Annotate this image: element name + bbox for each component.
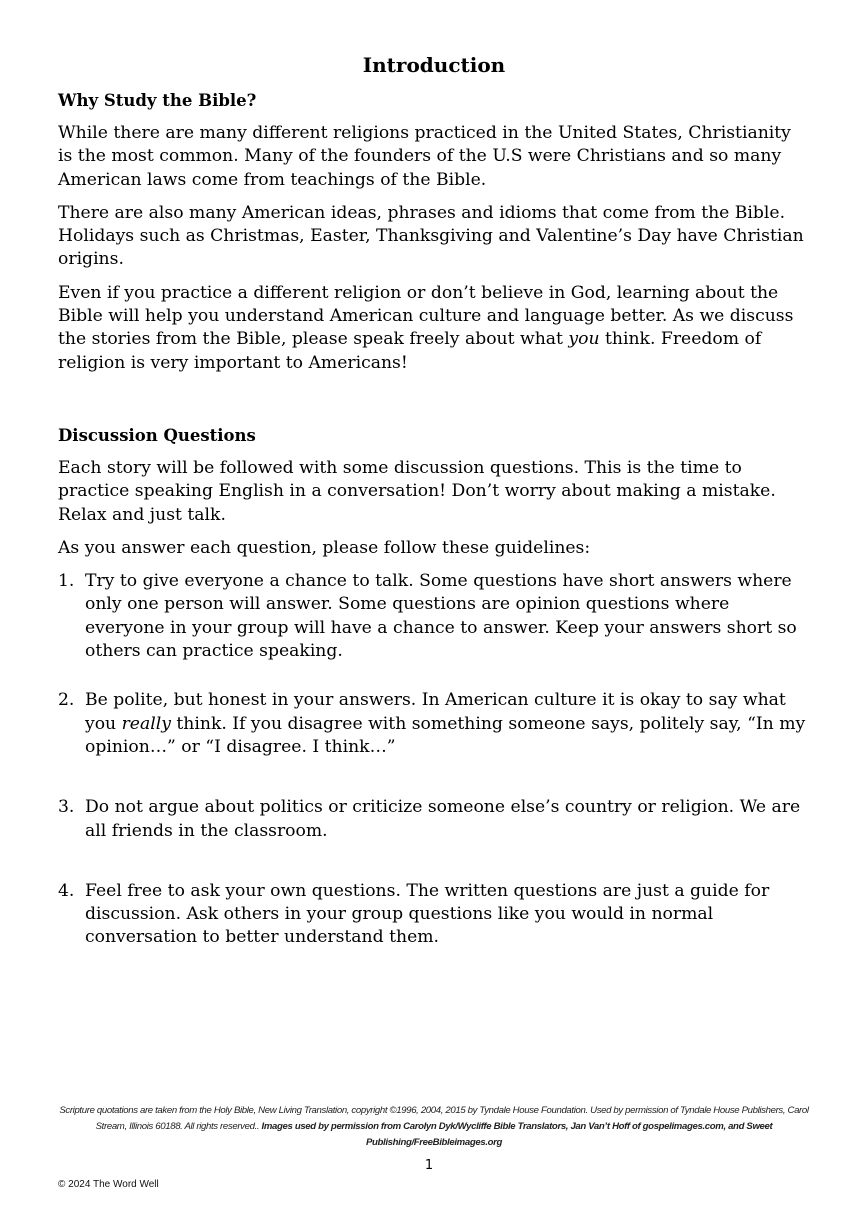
paragraph-religions: While there are many different religions practiced in the United States, Christianity is the most common. Many of the founders of the U.S were Christians and so many American laws come from teachings of the Bible. bbox=[58, 123, 791, 190]
section-heading-discussion: Discussion Questions bbox=[58, 425, 256, 445]
emphasis-really: really bbox=[121, 713, 171, 734]
section-discussion bbox=[58, 425, 810, 950]
guideline-number: 4. bbox=[58, 880, 75, 901]
guideline-item bbox=[58, 570, 810, 663]
section-spacer bbox=[58, 385, 810, 425]
paragraph-guidelines-intro: As you answer each question, please follow these guidelines: bbox=[58, 537, 591, 558]
paragraph-ideas-holidays: There are also many American ideas, phrases and idioms that come from the Bible. Holidays such as Christmas, Easter, Thanksgiving and Valentine’s Day have Christian origins. bbox=[58, 202, 804, 270]
guideline-number: 2. bbox=[58, 690, 75, 711]
section-why-study bbox=[58, 90, 810, 375]
guideline-number: 1. bbox=[58, 571, 75, 592]
footer-attribution bbox=[56, 1103, 812, 1151]
guideline-text: Do not argue about politics or criticize someone else’s country or religion. We are all friends in the classroom. bbox=[85, 797, 801, 841]
paragraph-freedom-part1: Even if you practice a different religion or don’t believe in God, learning about the Bible will help you understand American culture and language better. As we discuss the stories from the Bible, please speak freely about what bbox=[58, 282, 794, 350]
guideline-text-part2: think. If you disagree with something someone says, politely say, “In my opinion…” or “I disagree. I think…” bbox=[85, 713, 806, 757]
document-page bbox=[58, 52, 810, 950]
page-title: Introduction bbox=[362, 53, 506, 77]
images-attribution: Images used by permission from Carolyn Dyk/Wycliffe Bible Translators, Jan Van’t Hoff of gospelimages.com, and Sweet Publishing/FreeBibleimages.org bbox=[259, 1121, 773, 1148]
guideline-number: 3. bbox=[58, 797, 75, 818]
emphasis-you: you bbox=[568, 329, 600, 350]
scripture-attribution: Scripture quotations are taken from the Holy Bible, New Living Translation, copyright ©1996, 2004, 2015 by Tyndale House Foundation. Used by permission of Tyndale House Publishers, Carol Stream, Illinois 60188. All rights reserved.. bbox=[59, 1105, 809, 1132]
guideline-text: Feel free to ask your own questions. The written questions are just a guide for discussion. Ask others in your group questions like you would in normal conversation to better understand them. bbox=[85, 880, 770, 948]
page-number: 1 bbox=[424, 1158, 434, 1173]
paragraph-freedom-part2: think. Freedom of religion is very important to Americans! bbox=[58, 329, 762, 373]
guideline-item bbox=[58, 689, 810, 759]
guideline-text-part1: Be polite, but honest in your answers. In American culture it is okay to say what you bbox=[85, 690, 786, 734]
guideline-item bbox=[58, 880, 810, 950]
guideline-item bbox=[58, 796, 810, 843]
guidelines-list bbox=[58, 570, 810, 950]
section-heading-why-study: Why Study the Bible? bbox=[58, 91, 257, 110]
guideline-text: Try to give everyone a chance to talk. Some questions have short answers where only one person will answer. Some questions are opinion questions where everyone in your group will have a chance to answer. Keep your answers short so others can practice speaking. bbox=[85, 571, 797, 662]
copyright-notice: © 2024 The Word Well bbox=[58, 1179, 159, 1190]
paragraph-freedom bbox=[58, 282, 810, 375]
paragraph-discussion-intro: Each story will be followed with some discussion questions. This is the time to practice speaking English in a conversation! Don’t worry about making a mistake. Relax and just talk. bbox=[58, 457, 776, 525]
